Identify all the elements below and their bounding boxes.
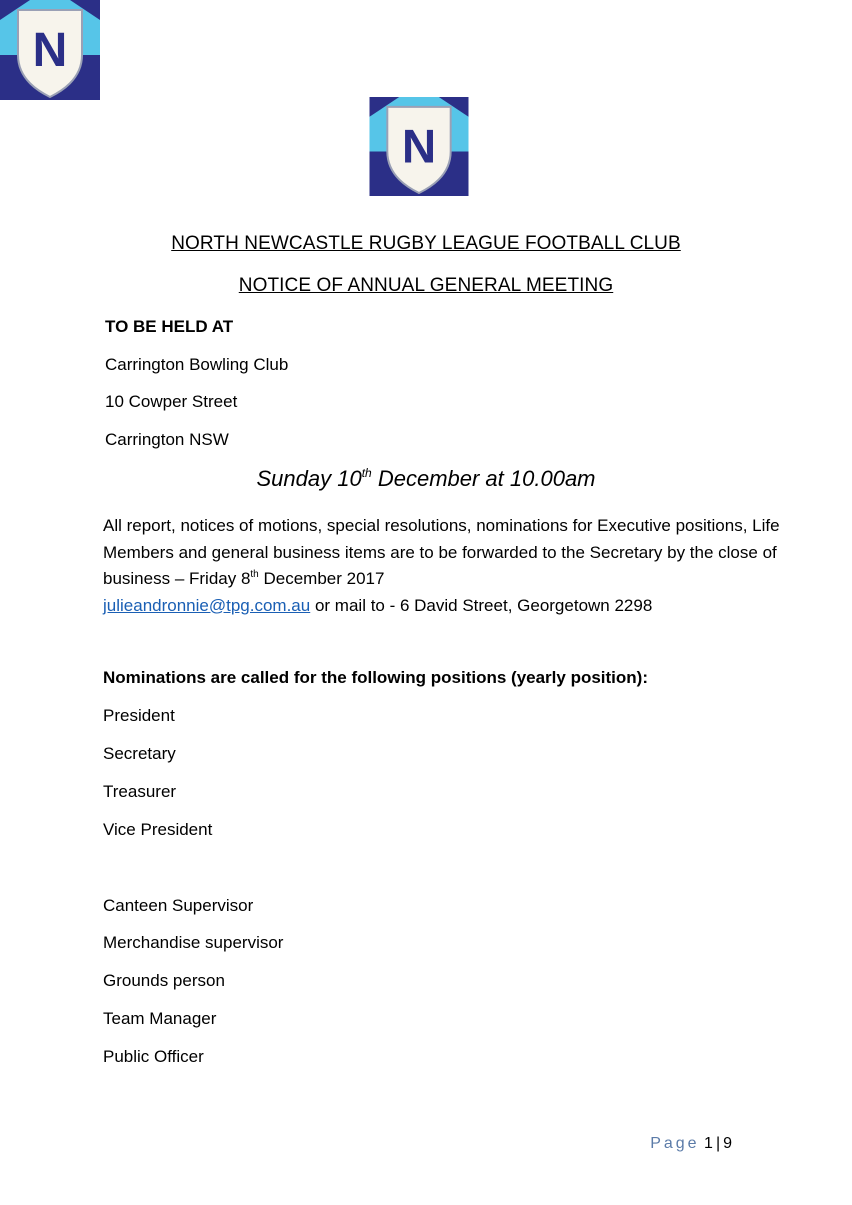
current-page: 1: [704, 1135, 713, 1152]
position-item: Secretary: [103, 744, 176, 763]
document-subtitle: NOTICE OF ANNUAL GENERAL MEETING: [238, 275, 614, 296]
page-label: Page: [650, 1135, 700, 1152]
position-item: President: [103, 706, 175, 725]
nominations-heading: Nominations are called for the following positions (yearly position):: [103, 668, 648, 687]
logo-letter: N: [32, 24, 68, 77]
total-pages: 9: [723, 1135, 732, 1152]
position-item: Canteen Supervisor: [103, 896, 254, 915]
position-item: Merchandise supervisor: [103, 933, 284, 952]
position-item: Treasurer: [103, 782, 177, 801]
logo-letter: N: [401, 120, 437, 174]
venue-heading: TO BE HELD AT: [105, 317, 234, 336]
page-number-footer: [650, 1135, 732, 1153]
position-item: Grounds person: [103, 971, 225, 990]
club-logo-corner: [0, 0, 100, 100]
position-item: Vice President: [103, 820, 213, 839]
page-separator: |: [715, 1135, 721, 1152]
secretary-email-link[interactable]: julieandronnie@tpg.com.au: [103, 595, 311, 615]
position-item: Public Officer: [103, 1047, 204, 1066]
meeting-date: Sunday 10th December at 10.00am: [256, 466, 596, 491]
club-logo-main: [369, 97, 469, 196]
venue-suburb: Carrington NSW: [105, 430, 229, 449]
document-title: NORTH NEWCASTLE RUGBY LEAGUE FOOTBALL CLUB: [171, 233, 681, 254]
position-item: Team Manager: [103, 1009, 217, 1028]
venue-name: Carrington Bowling Club: [105, 355, 289, 374]
venue-street: 10 Cowper Street: [105, 392, 238, 411]
shield-n-icon: [0, 0, 100, 100]
submission-paragraph: All report, notices of motions, special resolutions, nominations for Executive positions, Life Members and general business items are to be forwarded to the Secretary by the close of business – Friday 8th December 2017 julieandronnie@tpg.com.au or mail to - 6 David Street, Georgetown 2298: [103, 516, 780, 615]
shield-n-icon: [369, 97, 469, 196]
